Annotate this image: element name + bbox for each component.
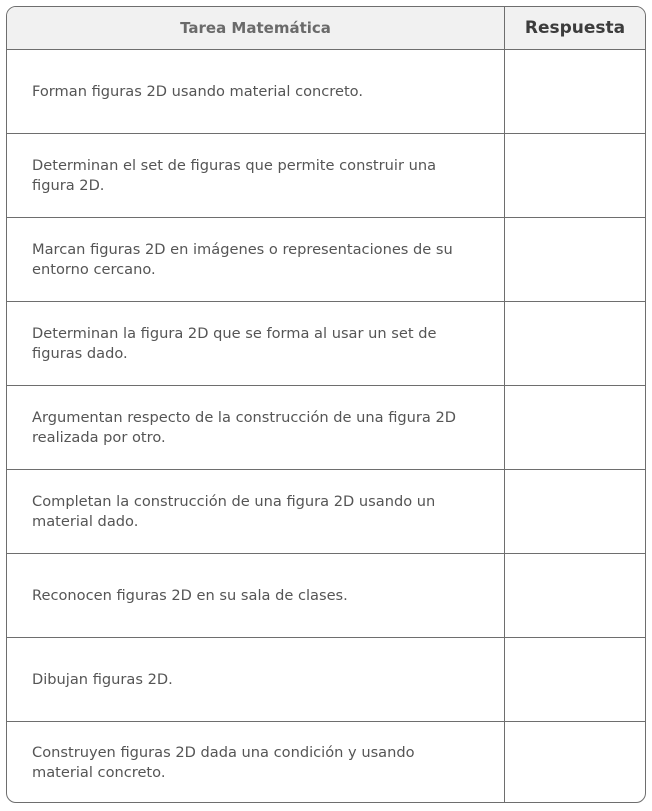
task-text: Forman figuras 2D usando material concreto. bbox=[32, 82, 363, 100]
table-row bbox=[7, 469, 645, 553]
task-text: Reconocen figuras 2D en su sala de clases. bbox=[32, 586, 348, 604]
header-task-cell bbox=[7, 7, 505, 49]
task-cell bbox=[7, 554, 505, 637]
header-response-label: Respuesta bbox=[524, 18, 626, 38]
response-cell[interactable] bbox=[505, 386, 645, 469]
response-cell[interactable] bbox=[505, 50, 645, 133]
table-row bbox=[7, 721, 645, 803]
response-cell[interactable] bbox=[505, 638, 645, 721]
table-row bbox=[7, 637, 645, 721]
task-cell bbox=[7, 638, 505, 721]
task-cell bbox=[7, 302, 505, 385]
response-cell[interactable] bbox=[505, 470, 645, 553]
response-cell[interactable] bbox=[505, 218, 645, 301]
task-cell bbox=[7, 134, 505, 217]
task-text: Dibujan figuras 2D. bbox=[32, 670, 173, 688]
response-cell[interactable] bbox=[505, 302, 645, 385]
table-row bbox=[7, 301, 645, 385]
table-row bbox=[7, 385, 645, 469]
task-text: Construyen figuras 2D dada una condición y usando material concreto. bbox=[32, 744, 415, 781]
task-text: Marcan figuras 2D en imágenes o representaciones de su entorno cercano. bbox=[32, 240, 453, 278]
header-response-cell bbox=[505, 7, 645, 49]
task-text: Determinan la figura 2D que se forma al usar un set de figuras dado. bbox=[32, 324, 437, 362]
task-cell bbox=[7, 50, 505, 133]
response-cell[interactable] bbox=[505, 554, 645, 637]
table-row bbox=[7, 553, 645, 637]
task-text: Argumentan respecto de la construcción de una figura 2D realizada por otro. bbox=[32, 408, 457, 446]
table-header-row bbox=[7, 7, 645, 49]
response-cell[interactable] bbox=[505, 722, 645, 803]
task-cell bbox=[7, 470, 505, 553]
math-task-table bbox=[6, 6, 646, 803]
table-row bbox=[7, 133, 645, 217]
response-cell[interactable] bbox=[505, 134, 645, 217]
task-text: Completan la construcción de una figura 2D usando un material dado. bbox=[32, 492, 436, 530]
table-row bbox=[7, 217, 645, 301]
task-cell bbox=[7, 722, 505, 803]
task-text: Determinan el set de figuras que permite construir una figura 2D. bbox=[32, 156, 437, 194]
header-task-label: Tarea Matemática bbox=[180, 19, 331, 37]
task-cell bbox=[7, 218, 505, 301]
table-row bbox=[7, 49, 645, 133]
task-cell bbox=[7, 386, 505, 469]
